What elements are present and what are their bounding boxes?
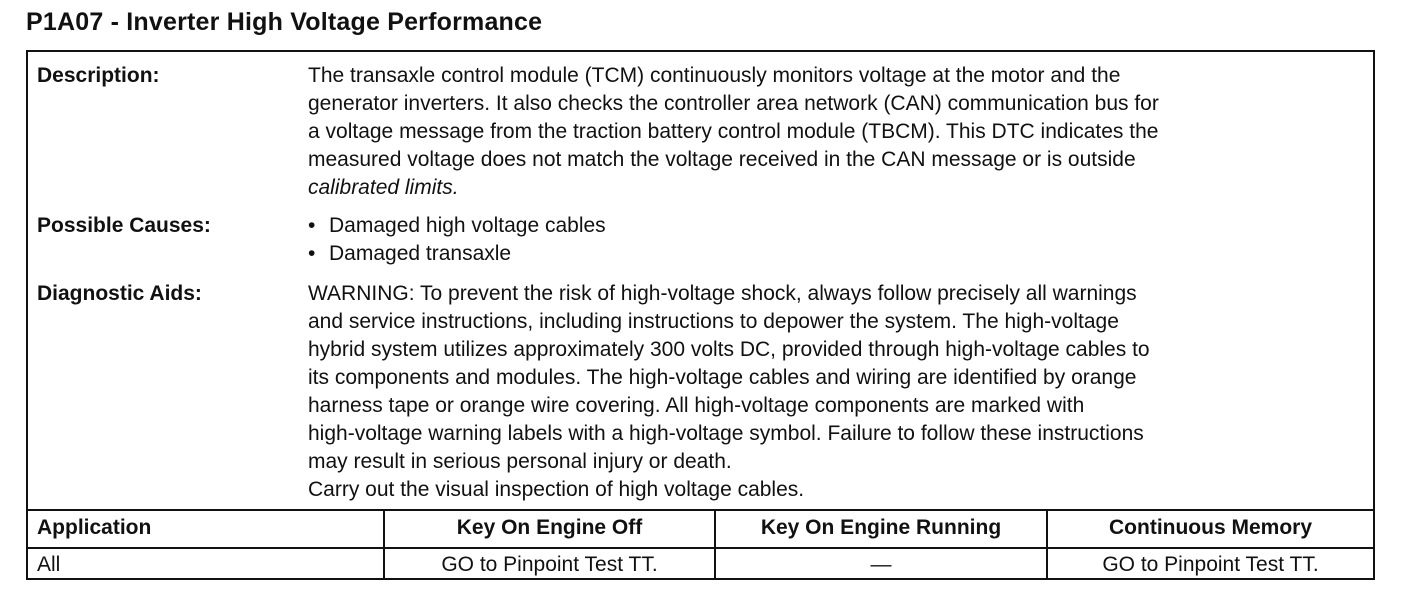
possible-causes-label: Possible Causes: [37, 214, 211, 237]
description-line: The transaxle control module (TCM) continuously monitors voltage at the motor and the [308, 64, 1121, 87]
description-line: a voltage message from the traction battery control module (TBCM). This DTC indicates the [308, 120, 1159, 143]
header-key-on-engine-running: Key On Engine Running [714, 511, 1046, 547]
description-label: Description: [37, 64, 160, 87]
diagnostic-line: high-voltage warning labels with a high-voltage symbol. Failure to follow these instructions [308, 422, 1144, 445]
diagnostic-aids-label: Diagnostic Aids: [37, 282, 202, 305]
cell-application: All [28, 547, 383, 580]
diagnostic-aids-text [308, 280, 1368, 504]
cell-key-on-engine-running: — [714, 547, 1046, 580]
header-application: Application [37, 516, 152, 539]
header-key-on-engine-off: Key On Engine Off [383, 511, 714, 547]
possible-causes-list [308, 212, 1368, 268]
diagnostic-line: may result in serious personal injury or death. [308, 450, 732, 473]
description-line: generator inverters. It also checks the controller area network (CAN) communication bus for [308, 92, 1159, 115]
application-grid [28, 509, 1373, 582]
diagnostic-line: hybrid system utilizes approximately 300 volts DC, provided through high-voltage cables to [308, 338, 1150, 361]
description-text [308, 62, 1368, 202]
diagnostic-line: its components and modules. The high-voltage cables and wiring are identified by orange [308, 366, 1137, 389]
cause-item: • Damaged high voltage cables [308, 212, 1368, 240]
description-line: measured voltage does not match the voltage received in the CAN message or is outside [308, 148, 1136, 171]
diagnostic-line: Carry out the visual inspection of high voltage cables. [308, 478, 805, 501]
diagnostic-line: harness tape or orange wire covering. All high-voltage components are marked with [308, 394, 1085, 417]
diagnostic-line: WARNING: To prevent the risk of high-voltage shock, always follow precisely all warnings [308, 282, 1137, 305]
page-title: P1A07 - Inverter High Voltage Performance [26, 8, 543, 36]
cause-item: • Damaged transaxle [308, 240, 1368, 268]
diagnostic-line: and service instructions, including instructions to depower the system. The high-voltage [308, 310, 1119, 333]
dtc-table [26, 50, 1375, 580]
cell-continuous-memory: GO to Pinpoint Test TT. [1046, 547, 1373, 580]
description-line: calibrated limits. [308, 176, 459, 199]
cell-key-on-engine-off: GO to Pinpoint Test TT. [383, 547, 714, 580]
header-continuous-memory: Continuous Memory [1046, 511, 1373, 547]
